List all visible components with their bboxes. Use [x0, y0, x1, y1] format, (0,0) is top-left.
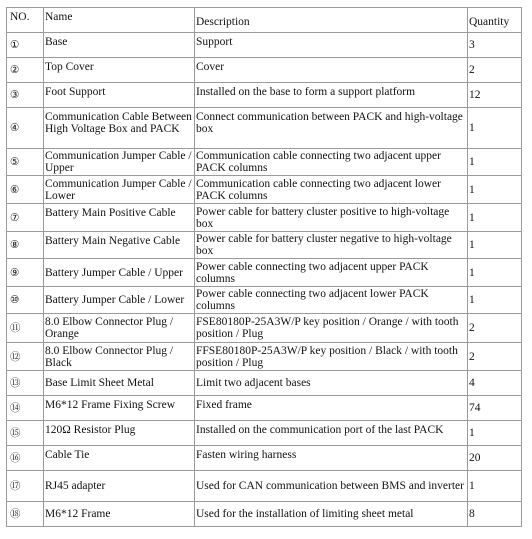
row-number: ⑱ — [7, 502, 44, 527]
row-number: ⑬ — [7, 371, 44, 396]
table-row — [7, 502, 522, 527]
row-description: FFSE80180P-25A3W/P key position / Black / with tooth position / Plug — [195, 343, 468, 371]
row-quantity: 1 — [468, 232, 522, 259]
row-name: Battery Main Positive Cable — [44, 204, 195, 232]
row-description: Support — [195, 33, 468, 58]
table-row — [7, 371, 522, 396]
row-name: M6*12 Frame — [44, 502, 195, 527]
header-name: Name — [44, 8, 195, 33]
table-row — [7, 314, 522, 343]
row-number: ④ — [7, 108, 44, 149]
row-description: Installed on the base to form a support platform — [195, 83, 468, 108]
row-name: M6*12 Frame Fixing Screw — [44, 396, 195, 421]
table-row — [7, 421, 522, 446]
header-description: Description — [195, 8, 468, 33]
row-quantity: 1 — [468, 259, 522, 287]
row-name: 120Ω Resistor Plug — [44, 421, 195, 446]
row-description: Power cable connecting two adjacent upper PACK columns — [195, 259, 468, 287]
row-description: Communication cable connecting two adjacent lower PACK columns — [195, 176, 468, 204]
row-number: ⑮ — [7, 421, 44, 446]
table-row — [7, 396, 522, 421]
row-name: Communication Jumper Cable / Lower — [44, 176, 195, 204]
row-quantity: 20 — [468, 446, 522, 471]
row-number: ⑭ — [7, 396, 44, 421]
row-number: ⑩ — [7, 287, 44, 314]
row-description: FSE80180P-25A3W/P key position / Orange / with tooth position / Plug — [195, 314, 468, 343]
table-row — [7, 58, 522, 83]
row-description: Limit two adjacent bases — [195, 371, 468, 396]
row-number: ⑪ — [7, 314, 44, 343]
parts-table — [6, 7, 522, 527]
row-description: Cover — [195, 58, 468, 83]
row-number: ⑰ — [7, 471, 44, 502]
row-number: ⑫ — [7, 343, 44, 371]
row-number: ② — [7, 58, 44, 83]
table-row — [7, 204, 522, 232]
row-quantity: 74 — [468, 396, 522, 421]
row-name: Base — [44, 33, 195, 58]
row-quantity: 2 — [468, 314, 522, 343]
row-name: 8.0 Elbow Connector Plug / Orange — [44, 314, 195, 343]
row-description: Fixed frame — [195, 396, 468, 421]
row-description: Installed on the communication port of the last PACK — [195, 421, 468, 446]
row-quantity: 1 — [468, 149, 522, 176]
row-number: ⑯ — [7, 446, 44, 471]
table-row — [7, 343, 522, 371]
table-row — [7, 149, 522, 176]
row-description: Connect communication between PACK and high-voltage box — [195, 108, 468, 149]
row-quantity: 8 — [468, 502, 522, 527]
row-description: Used for the installation of limiting sheet metal — [195, 502, 468, 527]
row-description: Communication cable connecting two adjacent upper PACK columns — [195, 149, 468, 176]
row-name: Battery Jumper Cable / Lower — [44, 287, 195, 314]
table-row — [7, 176, 522, 204]
table-row — [7, 287, 522, 314]
header-quantity: Quantity — [468, 8, 522, 33]
row-quantity: 1 — [468, 471, 522, 502]
row-name: Battery Jumper Cable / Upper — [44, 259, 195, 287]
row-name: Communication Jumper Cable / Upper — [44, 149, 195, 176]
row-number: ⑧ — [7, 232, 44, 259]
row-description: Power cable for battery cluster negative to high-voltage box — [195, 232, 468, 259]
row-number: ⑥ — [7, 176, 44, 204]
row-quantity: 3 — [468, 33, 522, 58]
row-quantity: 12 — [468, 83, 522, 108]
row-quantity: 2 — [468, 58, 522, 83]
row-name: Cable Tie — [44, 446, 195, 471]
header-no: NO. — [7, 8, 44, 33]
row-name: Communication Cable Between High Voltage Box and PACK — [44, 108, 195, 149]
header-row — [7, 8, 522, 33]
row-quantity: 1 — [468, 421, 522, 446]
row-number: ⑦ — [7, 204, 44, 232]
row-number: ① — [7, 33, 44, 58]
row-quantity: 1 — [468, 204, 522, 232]
table-row — [7, 33, 522, 58]
row-description: Fasten wiring harness — [195, 446, 468, 471]
row-description: Power cable connecting two adjacent lower PACK columns — [195, 287, 468, 314]
row-quantity: 2 — [468, 343, 522, 371]
row-name: Top Cover — [44, 58, 195, 83]
row-number: ③ — [7, 83, 44, 108]
row-name: Foot Support — [44, 83, 195, 108]
row-description: Power cable for battery cluster positive to high-voltage box — [195, 204, 468, 232]
table-row — [7, 83, 522, 108]
table-row — [7, 232, 522, 259]
row-quantity: 1 — [468, 287, 522, 314]
row-name: 8.0 Elbow Connector Plug / Black — [44, 343, 195, 371]
table-row — [7, 259, 522, 287]
row-name: Battery Main Negative Cable — [44, 232, 195, 259]
row-quantity: 1 — [468, 176, 522, 204]
parts-list — [6, 7, 522, 527]
table-row — [7, 108, 522, 149]
row-name: RJ45 adapter — [44, 471, 195, 502]
row-quantity: 1 — [468, 108, 522, 149]
row-number: ⑤ — [7, 149, 44, 176]
row-number: ⑨ — [7, 259, 44, 287]
row-description: Used for CAN communication between BMS and inverter — [195, 471, 468, 502]
table-row — [7, 471, 522, 502]
table-row — [7, 446, 522, 471]
row-name: Base Limit Sheet Metal — [44, 371, 195, 396]
row-quantity: 4 — [468, 371, 522, 396]
